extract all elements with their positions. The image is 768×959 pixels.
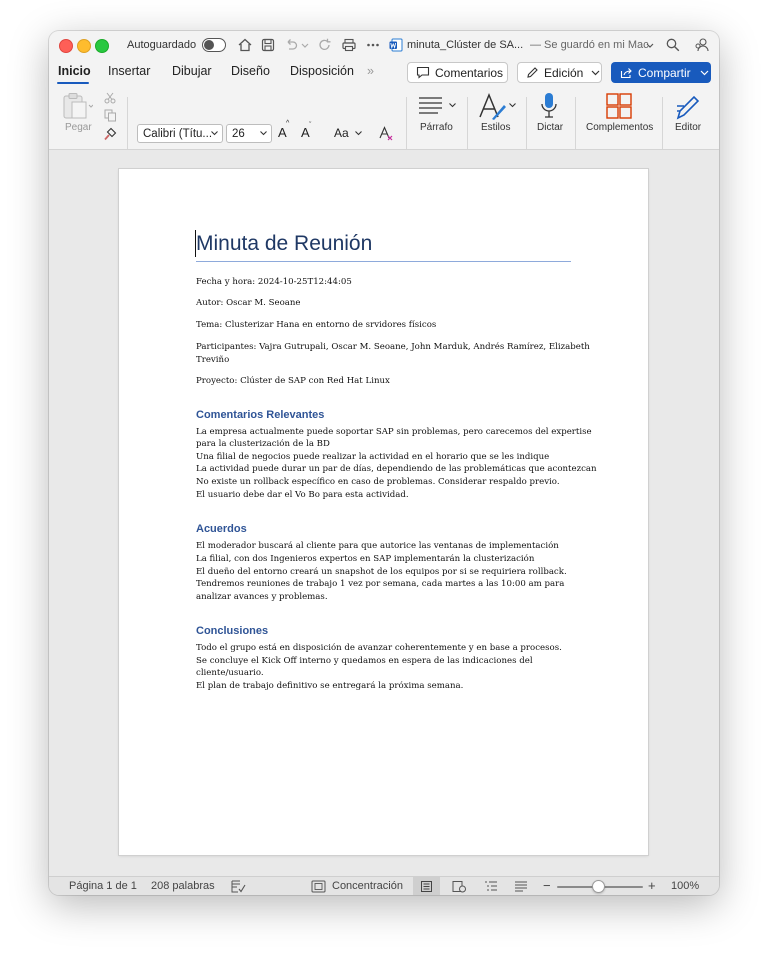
section-line[interactable]: La filial, con dos Ingenieros expertos en SAP implementarán la clusterización [196, 554, 535, 564]
undo-icon[interactable] [283, 37, 299, 53]
editor-icon[interactable] [674, 92, 702, 120]
status-bar [49, 876, 719, 895]
home-toolbar [49, 89, 719, 150]
clear-formatting-icon[interactable] [378, 125, 394, 141]
section-line[interactable]: El usuario debe dar el Vo Bo para esta actividad. [196, 490, 409, 500]
autosave-toggle[interactable] [202, 38, 226, 52]
meta-participants-cont[interactable]: Treviño [196, 355, 230, 365]
paragraph-chevron-icon[interactable] [449, 103, 456, 108]
zoom-out-button[interactable]: − [543, 878, 551, 893]
section-line[interactable]: Se concluye el Kick Off interno y quedamos en espera de las indicaciones del [196, 656, 533, 666]
tab-dibujar[interactable]: Dibujar [172, 64, 212, 78]
cut-icon[interactable] [104, 92, 116, 104]
focus-mode-label[interactable]: Concentración [332, 880, 403, 892]
font-name-select[interactable] [137, 124, 223, 143]
separator [526, 97, 527, 149]
grow-font-caret-icon: ^ [286, 120, 290, 127]
paste-label: Pegar [65, 122, 92, 133]
share-chevron-icon [700, 70, 709, 76]
section-line[interactable]: La actividad puede durar un par de días, dependiendo de las problemáticas que acontezcan [196, 464, 597, 474]
microphone-icon[interactable] [539, 92, 559, 120]
copy-icon[interactable] [104, 109, 117, 122]
share-button[interactable] [611, 62, 711, 83]
meta-topic[interactable]: Tema: Clusterizar Hana en entorno de srvidores físicos [196, 320, 437, 330]
zoom-slider-knob[interactable] [592, 880, 605, 893]
separator [127, 97, 128, 149]
meta-participants[interactable]: Participantes: Vajra Gutrupali, Oscar M. Seoane, John Marduk, Andrés Ramírez, Elizabeth [196, 342, 590, 352]
comments-button[interactable] [407, 62, 508, 83]
editing-mode-button[interactable] [517, 62, 602, 83]
document-name[interactable]: minuta_Clúster de SA... [407, 39, 524, 51]
separator [662, 97, 663, 149]
section-heading[interactable]: Comentarios Relevantes [196, 409, 325, 421]
focus-icon[interactable] [311, 880, 326, 893]
dictate-label[interactable]: Dictar [537, 122, 564, 133]
section-line[interactable]: El plan de trabajo definitivo se entregará la próxima semana. [196, 681, 464, 691]
title-rule [196, 261, 571, 262]
zoom-level[interactable]: 100% [671, 880, 700, 892]
home-icon[interactable] [237, 37, 253, 53]
word-doc-icon [389, 38, 403, 52]
paste-icon[interactable] [61, 92, 93, 120]
close-window-button[interactable] [59, 39, 73, 53]
more-commands-icon[interactable] [365, 37, 381, 53]
chevron-down-icon [591, 70, 600, 76]
grow-font-button[interactable]: A [278, 125, 287, 140]
draft-view-icon[interactable] [514, 880, 528, 893]
separator [406, 97, 407, 149]
addins-icon[interactable] [606, 93, 632, 119]
save-status-chevron-icon[interactable] [645, 37, 655, 53]
undo-dropdown-icon[interactable] [300, 37, 310, 53]
minimize-window-button[interactable] [77, 39, 91, 53]
tab-insertar[interactable]: Insertar [108, 64, 151, 78]
section-line[interactable]: Todo el grupo está en disposición de avanzar coherentemente y en base a procesos. [196, 643, 562, 653]
font-size-select[interactable] [226, 124, 272, 143]
section-line[interactable]: cliente/usuario. [196, 668, 264, 678]
paragraph-label[interactable]: Párrafo [420, 122, 453, 133]
search-icon[interactable] [665, 37, 681, 53]
section-line[interactable]: Una filial de negocios puede realizar la actividad en el horario que se les indique [196, 452, 550, 462]
more-tabs-button[interactable]: » [367, 64, 374, 78]
print-layout-view-icon[interactable] [420, 880, 433, 893]
print-icon[interactable] [341, 37, 357, 53]
meta-project[interactable]: Proyecto: Clúster de SAP con Red Hat Linux [196, 376, 390, 386]
change-case-chevron-icon[interactable] [355, 131, 362, 136]
zoom-in-button[interactable]: + [648, 878, 656, 893]
separator [467, 97, 468, 149]
comments-label: Comentarios [435, 65, 504, 80]
separator [575, 97, 576, 149]
shrink-font-caret-icon: ˇ [309, 122, 312, 129]
word-count[interactable]: 208 palabras [151, 880, 215, 892]
outline-view-icon[interactable] [484, 880, 498, 893]
document-canvas[interactable] [49, 150, 719, 876]
zoom-window-button[interactable] [95, 39, 109, 53]
styles-chevron-icon[interactable] [509, 103, 516, 108]
section-line[interactable]: El moderador buscará al cliente para que autorice las ventanas de implementación [196, 541, 559, 551]
change-case-button[interactable]: Aa [334, 126, 349, 140]
share-icon [620, 67, 633, 79]
tab-diseno[interactable]: Diseño [231, 64, 270, 78]
font-size-chevron-icon [260, 131, 267, 136]
styles-label[interactable]: Estilos [481, 122, 511, 133]
active-tab-indicator [57, 82, 89, 84]
section-line[interactable]: El dueño del entorno creará un snapshot de los equipos por si se requiriera rollback. [196, 567, 567, 577]
comment-icon [416, 66, 430, 79]
format-painter-icon[interactable] [103, 127, 117, 141]
document-page[interactable] [119, 169, 648, 855]
share-label: Compartir [638, 65, 691, 80]
section-line[interactable]: Tendremos reuniones de trabajo 1 vez por semana, cada martes a las 10:00 am para [196, 579, 565, 589]
tab-inicio[interactable]: Inicio [58, 64, 91, 78]
font-name-value: Calibri (Títu... [143, 127, 213, 140]
editing-label: Edición [544, 65, 584, 80]
autosave-label: Autoguardado [127, 39, 197, 51]
section-line[interactable]: La empresa actualmente puede soportar SAP sin problemas, pero carecemos del expertise [196, 427, 592, 437]
addins-label[interactable]: Complementos [586, 122, 654, 133]
title-bar [49, 31, 719, 61]
section-line[interactable]: analizar avances y problemas. [196, 592, 328, 602]
account-icon[interactable] [694, 37, 710, 53]
section-heading[interactable]: Acuerdos [196, 523, 247, 535]
word-window [49, 31, 719, 895]
shrink-font-button[interactable]: A [301, 125, 310, 140]
tab-disposicion[interactable]: Disposición [290, 64, 354, 78]
page-count[interactable]: Página 1 de 1 [69, 880, 137, 892]
section-heading[interactable]: Conclusiones [196, 625, 269, 637]
editor-label[interactable]: Editor [675, 122, 702, 133]
pencil-icon [526, 66, 539, 79]
save-status[interactable]: — Se guardó en mi Mac [530, 39, 649, 51]
web-layout-view-icon[interactable] [452, 880, 466, 893]
styles-icon[interactable] [478, 93, 508, 121]
proofing-icon[interactable] [231, 880, 246, 893]
section-line[interactable]: No existe un rollback específico en caso de problemas. Considerar respaldo previo. [196, 477, 560, 487]
font-size-value: 26 [232, 127, 245, 140]
font-name-chevron-icon [211, 131, 218, 136]
document-title[interactable]: Minuta de Reunión [196, 232, 373, 255]
meta-date[interactable]: Fecha y hora: 2024-10-25T12:44:05 [196, 277, 352, 287]
redo-icon[interactable] [317, 37, 333, 53]
meta-author[interactable]: Autor: Oscar M. Seoane [196, 298, 301, 308]
save-icon[interactable] [260, 37, 276, 53]
section-line[interactable]: para la clusterización de la BD [196, 439, 330, 449]
paragraph-icon[interactable] [418, 95, 444, 115]
